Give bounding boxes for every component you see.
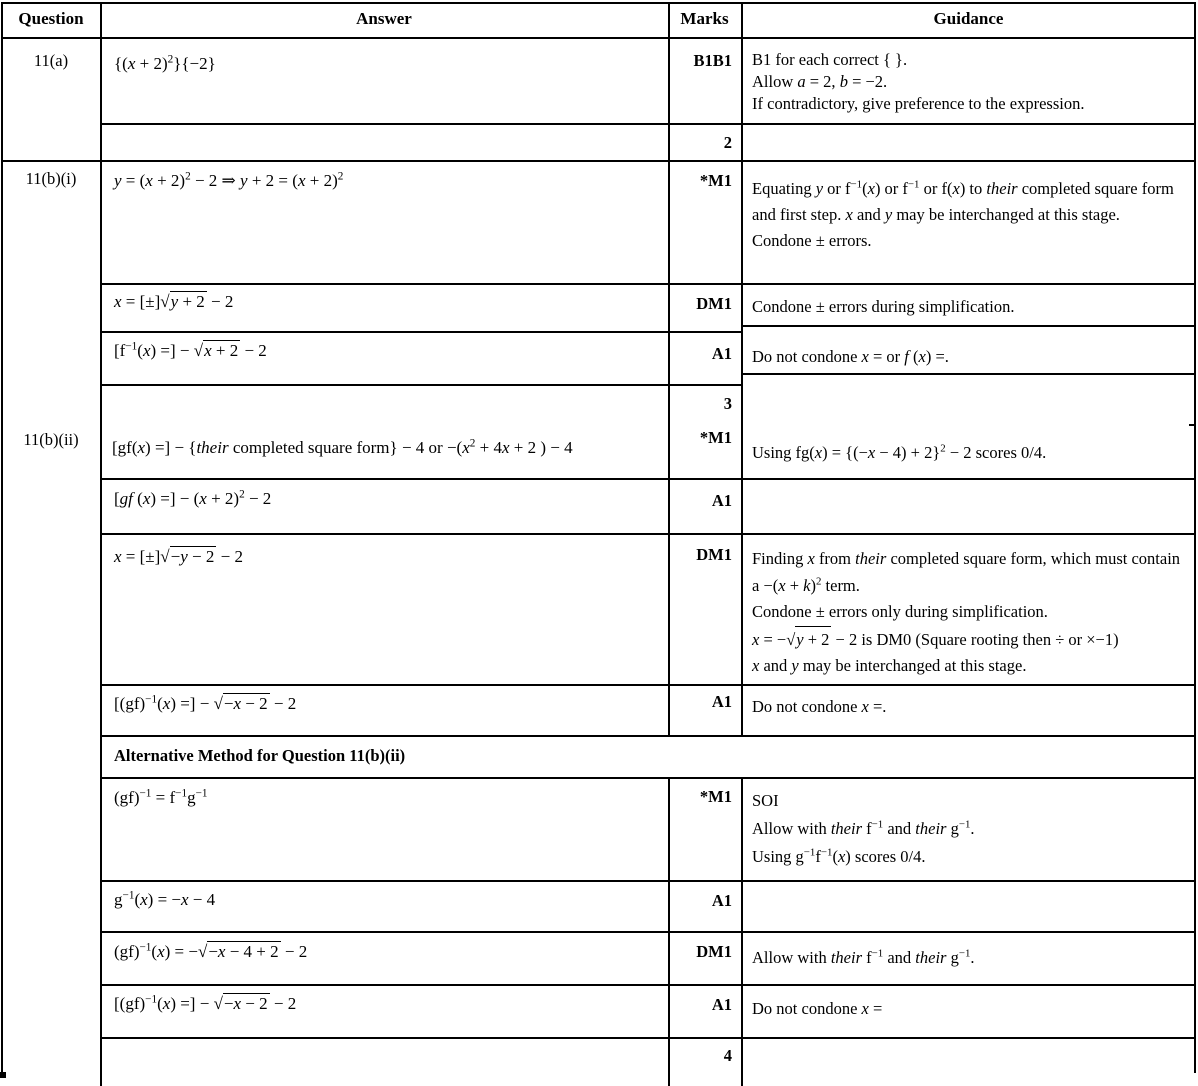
question-label-11bii: 11(b)(ii) bbox=[23, 430, 79, 449]
answer-11bii-a1: [gf (x) =] − $(x + 2)^2 - 2$ bbox=[114, 488, 272, 508]
guidance-line: B1 for each correct { }. bbox=[752, 50, 908, 69]
divider bbox=[100, 478, 1196, 480]
mark-11bii-m1: *M1 bbox=[699, 428, 732, 447]
question-label-11bi: 11(b)(i) bbox=[25, 169, 77, 188]
divider bbox=[100, 331, 743, 333]
divider bbox=[741, 2, 743, 735]
guidance-11bii-a1-final bbox=[752, 694, 1188, 720]
mark-11bi-total: 3 bbox=[723, 394, 732, 413]
mark-alt-dm1: DM1 bbox=[696, 942, 732, 961]
guidance-line: If contradictory, give preference to the expression. bbox=[752, 94, 1085, 113]
divider bbox=[100, 1037, 1196, 1039]
guidance-11bi-dm1 bbox=[752, 294, 1188, 320]
mark-11bii-a1-final: A1 bbox=[711, 692, 732, 711]
divider bbox=[1, 2, 3, 1073]
divider bbox=[1, 37, 1196, 39]
mark-11a-total: 2 bbox=[723, 133, 732, 152]
mark-11bii-a1: A1 bbox=[711, 491, 732, 510]
divider bbox=[741, 373, 1196, 375]
column-header-marks: Marks bbox=[680, 9, 729, 28]
divider bbox=[100, 931, 1196, 933]
divider bbox=[741, 777, 743, 1086]
guidance-line: Allow with their $f^{-1}$ and their $g^{-1}$. bbox=[752, 818, 975, 838]
guidance-11bii-m1 bbox=[752, 440, 1188, 466]
divider bbox=[668, 777, 670, 1086]
answer-alt-m1: $(gf)^{-1} = f^{-1}g^{-1}$ bbox=[114, 787, 208, 807]
divider bbox=[100, 533, 1196, 535]
divider bbox=[100, 2, 102, 1086]
guidance-line: Using $fg(x) = \{(-x - 4) + 2\}^2 - 2$ scores 0/4. bbox=[752, 442, 1047, 462]
guidance-line: Allow with their $f^{-1}$ and their $g^{-1}$. bbox=[752, 947, 975, 967]
answer-11a: $\{(x + 2)^2\}\{-2\}$ bbox=[114, 53, 216, 73]
guidance-11bii-dm1 bbox=[752, 546, 1188, 680]
guidance-line: Do not condone x = or f (x) =. bbox=[752, 347, 949, 366]
guidance-line: Finding x from their completed square form, which must contain $a -(x + k)^2$ term. bbox=[752, 549, 1181, 595]
guidance-line: x and y may be interchanged at this stage. bbox=[752, 656, 1027, 675]
question-label-11a: 11(a) bbox=[33, 51, 69, 70]
mark-alt-m1: *M1 bbox=[699, 787, 732, 806]
divider bbox=[100, 880, 1196, 882]
mark-alt-a1-final: A1 bbox=[711, 995, 732, 1014]
divider bbox=[100, 283, 1196, 285]
answer-11bii-a1-final: [(gf)$^{-1}$(x) =] − √−x − 2 − 2 bbox=[114, 693, 297, 713]
guidance-line: Do not condone x = bbox=[752, 999, 883, 1018]
guidance-line: Do not condone x =. bbox=[752, 697, 887, 716]
answer-11bii-m1: [gf(x) =] − {their completed square form} − 4 or $-(x^2 + 4x + 2$ ) − 4 bbox=[112, 437, 573, 457]
guidance-alt-dm1 bbox=[752, 945, 1188, 971]
divider bbox=[100, 735, 1196, 737]
answer-11bii-dm1: x = [±]√−y − 2 − 2 bbox=[114, 547, 243, 566]
divider bbox=[100, 684, 1196, 686]
guidance-11bi-a1 bbox=[752, 344, 1188, 370]
divider bbox=[100, 984, 1196, 986]
guidance-alt-m1 bbox=[752, 787, 1188, 871]
divider bbox=[1194, 2, 1196, 1073]
column-header-guidance: Guidance bbox=[933, 9, 1004, 28]
mark-alt-a1: A1 bbox=[711, 891, 732, 910]
guidance-line: Using $g^{-1}f^{-1}(x)$ scores 0/4. bbox=[752, 846, 926, 866]
guidance-line: x = −√y + 2 − 2 is DM0 (Square rooting then ÷ or ×−1) bbox=[752, 626, 1188, 654]
mark-11bi-dm1: DM1 bbox=[696, 294, 732, 313]
answer-alt-a1: $g^{-1}(x) = -x - 4$ bbox=[114, 889, 216, 909]
guidance-line: Condone ± errors only during simplification. bbox=[752, 602, 1048, 621]
column-header-answer: Answer bbox=[356, 9, 412, 28]
guidance-11a bbox=[752, 49, 1188, 115]
answer-alt-dm1: (gf)$^{-1}$(x) = −√−x − 4 + 2 − 2 bbox=[114, 941, 308, 961]
divider bbox=[100, 123, 1196, 125]
divider bbox=[741, 325, 1196, 327]
mark-11bii-dm1: DM1 bbox=[696, 545, 732, 564]
answer-alt-a1-final: [(gf)$^{-1}$(x) =] − √−x − 2 − 2 bbox=[114, 993, 297, 1013]
mark-11a: B1B1 bbox=[693, 51, 732, 70]
divider bbox=[1, 160, 1196, 162]
mark-11bi-a1: A1 bbox=[711, 344, 732, 363]
divider bbox=[668, 2, 670, 735]
guidance-alt-a1-final bbox=[752, 996, 1188, 1022]
alternative-method-title: Alternative Method for Question 11(b)(ii) bbox=[114, 746, 406, 765]
page-edge-artifact bbox=[0, 1072, 6, 1078]
guidance-line: Allow a = 2, b = −2. bbox=[752, 72, 888, 91]
answer-11bi-dm1: x = [±]√y + 2 − 2 bbox=[114, 292, 234, 311]
guidance-line: Condone ± errors during simplification. bbox=[752, 297, 1015, 316]
answer-11bi-a1: [$f^{-1}(x)$ =] − √x + 2 − 2 bbox=[114, 340, 267, 360]
column-header-question: Question bbox=[18, 9, 84, 28]
guidance-line: SOI bbox=[752, 791, 779, 810]
guidance-line: Equating y or $f^{-1}(x)$ or $f^{-1}$ or f(x) to their completed square form and first step. x and y may be interchanged at this stage. bbox=[752, 178, 1174, 224]
divider bbox=[100, 384, 743, 386]
guidance-line: Condone ± errors. bbox=[752, 231, 872, 250]
mark-11bi-m1: *M1 bbox=[699, 171, 732, 190]
divider bbox=[1, 2, 1196, 4]
divider bbox=[100, 777, 1196, 779]
mark-11bii-total: 4 bbox=[723, 1046, 732, 1065]
guidance-11bi-m1 bbox=[752, 176, 1188, 254]
answer-11bi-m1: $y = (x + 2)^2 - 2$ ⇒ $y + 2 = (x + 2)^2$ bbox=[114, 170, 344, 190]
